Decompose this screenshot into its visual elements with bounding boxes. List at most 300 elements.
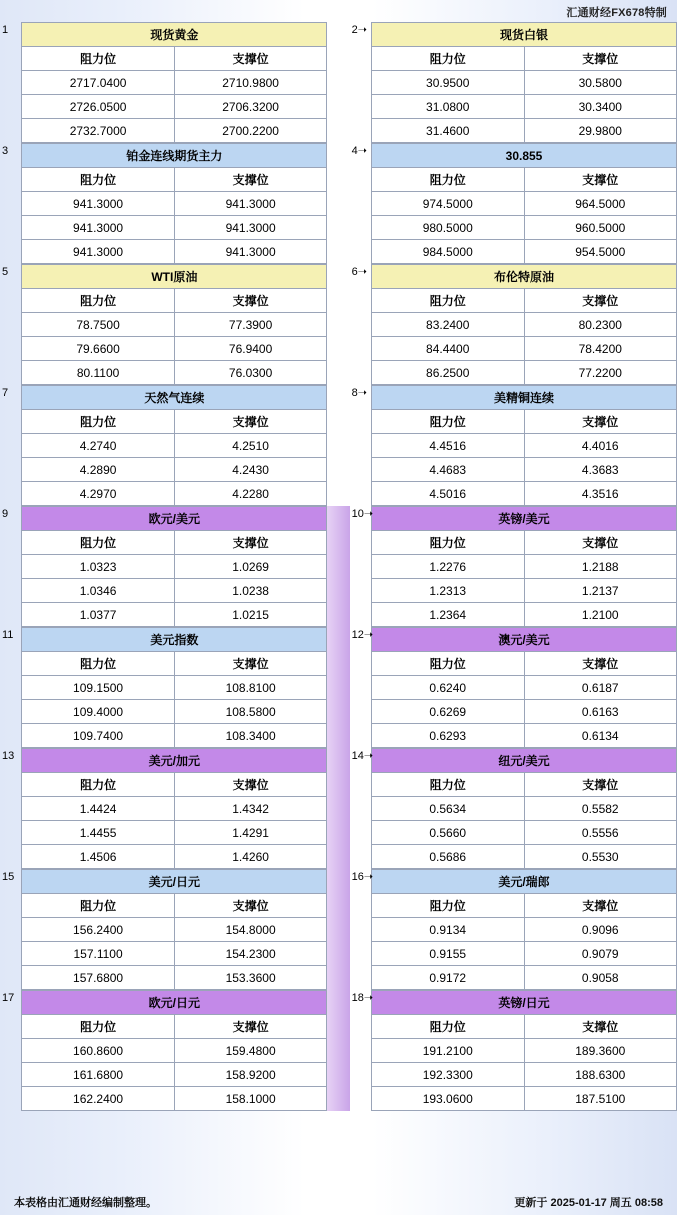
instrument-block (371, 869, 677, 990)
instrument-block (21, 143, 327, 264)
support-header: 支撑位 (174, 894, 327, 918)
block-index-16 (350, 869, 374, 990)
support-value: 1.2100 (524, 603, 677, 627)
block-index-5 (0, 264, 21, 385)
block-title-row (371, 144, 676, 168)
table-row (22, 337, 327, 361)
resistance-value: 160.8600 (22, 1039, 175, 1063)
support-header: 支撑位 (524, 289, 677, 313)
support-header: 支撑位 (174, 1015, 327, 1039)
block-row (0, 143, 677, 264)
support-value: 29.9800 (524, 119, 677, 143)
support-value: 189.3600 (524, 1039, 677, 1063)
block-header-row (22, 289, 327, 313)
table-row (371, 192, 676, 216)
table-row (22, 119, 327, 143)
column-gutter (327, 264, 349, 385)
resistance-value: 0.6240 (371, 676, 524, 700)
block-index-label: 1 (2, 24, 9, 36)
table-row (371, 119, 676, 143)
resistance-header: 阻力位 (22, 773, 175, 797)
resistance-value: 941.3000 (22, 216, 175, 240)
block-index-13 (0, 748, 21, 869)
block-title: 现货白银 (371, 23, 676, 47)
block-index-label: 10➝ (351, 508, 374, 520)
block-index-14 (350, 748, 374, 869)
column-gutter (327, 869, 349, 990)
resistance-header: 阻力位 (22, 289, 175, 313)
support-value: 4.3683 (524, 458, 677, 482)
block-header-row (371, 894, 676, 918)
support-header: 支撑位 (524, 47, 677, 71)
footer (0, 1188, 677, 1215)
block-index-label: 8➝ (351, 387, 367, 399)
support-value: 0.9079 (524, 942, 677, 966)
resistance-value: 191.2100 (371, 1039, 524, 1063)
block-header-row (22, 1015, 327, 1039)
table-row (22, 361, 327, 385)
table-row (22, 845, 327, 869)
table-row (22, 95, 327, 119)
table-row (371, 434, 676, 458)
table-row (371, 71, 676, 95)
block-index-10 (350, 506, 374, 627)
resistance-header: 阻力位 (371, 410, 524, 434)
support-header: 支撑位 (174, 289, 327, 313)
support-header: 支撑位 (174, 47, 327, 71)
block-header-row (22, 531, 327, 555)
resistance-value: 83.2400 (371, 313, 524, 337)
support-value: 1.0269 (174, 555, 327, 579)
block-title: 铂金连线期货主力 (22, 144, 327, 168)
block-index-label: 11 (2, 629, 14, 641)
block-index-3 (0, 143, 21, 264)
block-title: WTI原油 (22, 265, 327, 289)
support-header: 支撑位 (524, 410, 677, 434)
support-value: 0.6134 (524, 724, 677, 748)
block-header-row (371, 531, 676, 555)
support-value: 158.1000 (174, 1087, 327, 1111)
column-gutter (327, 143, 349, 264)
block-row (0, 506, 677, 627)
instrument-block (371, 22, 677, 143)
support-value: 77.2200 (524, 361, 677, 385)
resistance-header: 阻力位 (371, 47, 524, 71)
support-header: 支撑位 (174, 773, 327, 797)
instrument-block (371, 264, 677, 385)
table-row (22, 603, 327, 627)
support-value: 0.6163 (524, 700, 677, 724)
block-index-label: 6➝ (351, 266, 367, 278)
resistance-value: 4.4516 (371, 434, 524, 458)
table-row (371, 1039, 676, 1063)
resistance-value: 2732.7000 (22, 119, 175, 143)
support-value: 1.0238 (174, 579, 327, 603)
support-value: 2706.3200 (174, 95, 327, 119)
resistance-value: 192.3300 (371, 1063, 524, 1087)
block-title: 美精铜连续 (371, 386, 676, 410)
support-value: 0.5556 (524, 821, 677, 845)
resistance-value: 0.6269 (371, 700, 524, 724)
resistance-header: 阻力位 (371, 894, 524, 918)
block-title: 美元/瑞郎 (371, 870, 676, 894)
block-title-row (22, 991, 327, 1015)
support-value: 960.5000 (524, 216, 677, 240)
column-gutter (327, 748, 349, 869)
resistance-value: 980.5000 (371, 216, 524, 240)
block-header-row (22, 410, 327, 434)
instrument-block (21, 869, 327, 990)
support-value: 108.8100 (174, 676, 327, 700)
resistance-value: 0.6293 (371, 724, 524, 748)
block-row (0, 385, 677, 506)
block-header-row (22, 652, 327, 676)
support-value: 0.9096 (524, 918, 677, 942)
table-row (22, 1087, 327, 1111)
table-row (22, 434, 327, 458)
resistance-value: 157.1100 (22, 942, 175, 966)
support-value: 2710.9800 (174, 71, 327, 95)
resistance-header: 阻力位 (371, 1015, 524, 1039)
block-title: 30.855 (371, 144, 676, 168)
block-index-2 (350, 22, 371, 143)
instrument-block (371, 143, 677, 264)
support-value: 30.5800 (524, 71, 677, 95)
block-index-label: 17 (2, 992, 15, 1004)
table-row (371, 918, 676, 942)
table-row (22, 918, 327, 942)
resistance-value: 109.4000 (22, 700, 175, 724)
block-title: 欧元/美元 (22, 507, 327, 531)
table-row (371, 337, 676, 361)
support-value: 187.5100 (524, 1087, 677, 1111)
block-index-6 (350, 264, 371, 385)
block-title-row (22, 507, 327, 531)
table-row (22, 458, 327, 482)
support-value: 0.9058 (524, 966, 677, 990)
table-row (371, 361, 676, 385)
support-header: 支撑位 (174, 652, 327, 676)
block-header-row (371, 410, 676, 434)
resistance-value: 0.5660 (371, 821, 524, 845)
block-title-row (22, 386, 327, 410)
support-value: 941.3000 (174, 240, 327, 264)
support-value: 76.0300 (174, 361, 327, 385)
resistance-value: 84.4400 (371, 337, 524, 361)
instrument-block (371, 385, 677, 506)
table-row (22, 797, 327, 821)
block-index-label: 7 (2, 387, 9, 399)
block-header-row (22, 894, 327, 918)
block-index-label: 15 (2, 871, 15, 883)
table-row (22, 700, 327, 724)
block-header-row (371, 652, 676, 676)
resistance-value: 941.3000 (22, 192, 175, 216)
resistance-header: 阻力位 (371, 531, 524, 555)
instrument-block (21, 506, 327, 627)
table-row (371, 966, 676, 990)
table-row (371, 845, 676, 869)
support-value: 4.2510 (174, 434, 327, 458)
support-header: 支撑位 (174, 168, 327, 192)
block-index-11 (0, 627, 21, 748)
resistance-value: 0.9134 (371, 918, 524, 942)
support-value: 954.5000 (524, 240, 677, 264)
resistance-value: 161.6800 (22, 1063, 175, 1087)
block-title: 澳元/美元 (371, 628, 676, 652)
block-index-18 (350, 990, 374, 1111)
support-value: 159.4800 (174, 1039, 327, 1063)
block-row (0, 990, 677, 1111)
block-row (0, 748, 677, 869)
support-header: 支撑位 (524, 894, 677, 918)
block-row (0, 869, 677, 990)
resistance-value: 86.2500 (371, 361, 524, 385)
table-row (22, 71, 327, 95)
support-header: 支撑位 (524, 773, 677, 797)
block-title-row (22, 749, 327, 773)
resistance-header: 阻力位 (22, 894, 175, 918)
block-index-1 (0, 22, 21, 143)
instrument-block (371, 748, 677, 869)
resistance-value: 2726.0500 (22, 95, 175, 119)
table-row (22, 1063, 327, 1087)
support-value: 108.5800 (174, 700, 327, 724)
resistance-header: 阻力位 (22, 410, 175, 434)
block-index-12 (350, 627, 374, 748)
support-value: 153.3600 (174, 966, 327, 990)
resistance-value: 4.5016 (371, 482, 524, 506)
column-gutter (327, 990, 349, 1111)
table-row (22, 240, 327, 264)
table-row (22, 966, 327, 990)
blocks-grid (0, 22, 677, 1111)
support-value: 78.4200 (524, 337, 677, 361)
block-index-label: 12➝ (351, 629, 374, 641)
resistance-header: 阻力位 (371, 289, 524, 313)
resistance-value: 1.4424 (22, 797, 175, 821)
support-header: 支撑位 (524, 168, 677, 192)
resistance-header: 阻力位 (371, 773, 524, 797)
block-index-label: 13 (2, 750, 15, 762)
resistance-value: 193.0600 (371, 1087, 524, 1111)
block-index-label: 9 (2, 508, 9, 520)
block-title-row (371, 265, 676, 289)
support-header: 支撑位 (174, 410, 327, 434)
resistance-value: 0.9172 (371, 966, 524, 990)
table-row (22, 482, 327, 506)
resistance-value: 31.4600 (371, 119, 524, 143)
resistance-value: 4.4683 (371, 458, 524, 482)
table-row (22, 1039, 327, 1063)
block-title: 纽元/美元 (371, 749, 676, 773)
resistance-header: 阻力位 (22, 168, 175, 192)
table-row (22, 555, 327, 579)
resistance-value: 1.2276 (371, 555, 524, 579)
block-index-label: 14➝ (351, 750, 374, 762)
resistance-value: 1.0377 (22, 603, 175, 627)
resistance-header: 阻力位 (22, 652, 175, 676)
block-title: 英镑/美元 (371, 507, 676, 531)
block-title-row (371, 386, 676, 410)
block-header-row (371, 773, 676, 797)
support-value: 1.4260 (174, 845, 327, 869)
table-row (371, 603, 676, 627)
block-title-row (371, 991, 676, 1015)
support-value: 2700.2200 (174, 119, 327, 143)
table-row (22, 313, 327, 337)
block-header-row (371, 1015, 676, 1039)
support-value: 108.3400 (174, 724, 327, 748)
column-gutter (327, 22, 349, 143)
table-row (22, 216, 327, 240)
block-title-row (22, 265, 327, 289)
table-row (371, 216, 676, 240)
resistance-value: 1.0323 (22, 555, 175, 579)
block-index-label: 3 (2, 145, 9, 157)
block-header-row (371, 289, 676, 313)
block-index-label: 5 (2, 266, 9, 278)
block-index-label: 4➝ (351, 145, 367, 157)
block-index-15 (0, 869, 21, 990)
support-value: 1.2188 (524, 555, 677, 579)
resistance-value: 4.2740 (22, 434, 175, 458)
block-title: 美元/日元 (22, 870, 327, 894)
block-title-row (371, 870, 676, 894)
resistance-value: 109.7400 (22, 724, 175, 748)
block-row (0, 627, 677, 748)
resistance-header: 阻力位 (22, 531, 175, 555)
table-row (371, 1063, 676, 1087)
resistance-value: 974.5000 (371, 192, 524, 216)
resistance-value: 941.3000 (22, 240, 175, 264)
support-value: 941.3000 (174, 216, 327, 240)
support-value: 76.9400 (174, 337, 327, 361)
table-row (371, 724, 676, 748)
block-header-row (22, 168, 327, 192)
footer-update-time: 更新于 2025-01-17 周五 08:58 (514, 1196, 663, 1209)
block-title: 布伦特原油 (371, 265, 676, 289)
support-value: 158.9200 (174, 1063, 327, 1087)
support-value: 1.4342 (174, 797, 327, 821)
block-header-row (371, 47, 676, 71)
table-row (371, 676, 676, 700)
table-row (371, 555, 676, 579)
support-value: 1.2137 (524, 579, 677, 603)
block-index-9 (0, 506, 21, 627)
resistance-value: 1.2364 (371, 603, 524, 627)
support-value: 964.5000 (524, 192, 677, 216)
watermark-label: 汇通财经FX678特制 (566, 7, 667, 19)
instrument-block (371, 627, 677, 748)
table-row (371, 579, 676, 603)
resistance-header: 阻力位 (371, 652, 524, 676)
column-gutter (327, 627, 349, 748)
table-row (371, 458, 676, 482)
instrument-block (21, 22, 327, 143)
block-title-row (371, 628, 676, 652)
table-row (22, 676, 327, 700)
block-index-label: 16➝ (351, 871, 374, 883)
resistance-value: 109.1500 (22, 676, 175, 700)
table-row (371, 700, 676, 724)
resistance-value: 162.2400 (22, 1087, 175, 1111)
resistance-value: 80.1100 (22, 361, 175, 385)
block-title-row (371, 23, 676, 47)
support-value: 154.8000 (174, 918, 327, 942)
instrument-block (371, 506, 677, 627)
instrument-block (371, 990, 677, 1111)
block-header-row (22, 47, 327, 71)
block-title: 欧元/日元 (22, 991, 327, 1015)
resistance-value: 0.5634 (371, 797, 524, 821)
resistance-value: 1.2313 (371, 579, 524, 603)
support-value: 77.3900 (174, 313, 327, 337)
resistance-value: 4.2970 (22, 482, 175, 506)
block-title-row (22, 870, 327, 894)
support-value: 0.5530 (524, 845, 677, 869)
block-index-4 (350, 143, 371, 264)
block-index-label: 18➝ (351, 992, 374, 1004)
table-row (371, 942, 676, 966)
table-row (371, 313, 676, 337)
table-row (371, 240, 676, 264)
resistance-value: 79.6600 (22, 337, 175, 361)
resistance-value: 156.2400 (22, 918, 175, 942)
block-title: 天然气连续 (22, 386, 327, 410)
block-header-row (22, 773, 327, 797)
block-row (0, 22, 677, 143)
table-row (371, 821, 676, 845)
support-value: 4.3516 (524, 482, 677, 506)
block-title: 美元/加元 (22, 749, 327, 773)
block-title: 美元指数 (22, 628, 327, 652)
instrument-block (21, 264, 327, 385)
support-value: 1.4291 (174, 821, 327, 845)
support-header: 支撑位 (174, 531, 327, 555)
support-value: 4.2430 (174, 458, 327, 482)
support-header: 支撑位 (524, 652, 677, 676)
support-value: 0.5582 (524, 797, 677, 821)
resistance-value: 4.2890 (22, 458, 175, 482)
block-title-row (371, 749, 676, 773)
block-index-7 (0, 385, 21, 506)
block-title: 英镑/日元 (371, 991, 676, 1015)
support-value: 4.4016 (524, 434, 677, 458)
block-title-row (22, 23, 327, 47)
table-row (371, 95, 676, 119)
support-value: 4.2280 (174, 482, 327, 506)
table-row (22, 724, 327, 748)
resistance-header: 阻力位 (22, 47, 175, 71)
table-row (22, 579, 327, 603)
support-value: 941.3000 (174, 192, 327, 216)
support-value: 188.6300 (524, 1063, 677, 1087)
column-gutter (327, 385, 349, 506)
block-title: 现货黄金 (22, 23, 327, 47)
resistance-value: 1.0346 (22, 579, 175, 603)
resistance-value: 2717.0400 (22, 71, 175, 95)
instrument-block (21, 385, 327, 506)
support-header: 支撑位 (524, 531, 677, 555)
table-row (22, 942, 327, 966)
resistance-value: 157.6800 (22, 966, 175, 990)
block-index-label: 2➝ (351, 24, 367, 36)
block-index-17 (0, 990, 21, 1111)
resistance-value: 78.7500 (22, 313, 175, 337)
instrument-block (21, 627, 327, 748)
support-value: 80.2300 (524, 313, 677, 337)
